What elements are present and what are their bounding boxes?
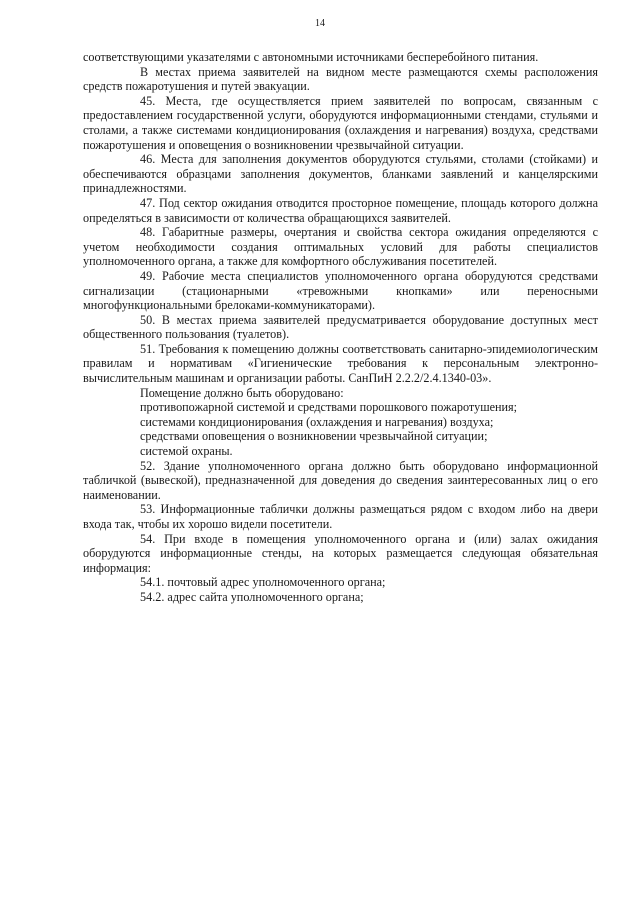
paragraph-53: 53. Информационные таблички должны размещаться рядом с входом либо на двери входа так, чтобы их хорошо видели посетители. xyxy=(83,502,598,531)
page-number: 14 xyxy=(315,18,325,29)
list-item-emergency-alert: средствами оповещения о возникновении чрезвычайной ситуации; xyxy=(140,429,488,444)
document-body xyxy=(83,50,598,605)
paragraph-48: 48. Габаритные размеры, очертания и свойства сектора ожидания определяются с учетом необходимости создания оптимальных условий для работы специалистов уполномоченного органа, а также для комфортного обслуживания посетителей. xyxy=(83,225,598,269)
paragraph-evacuation-schemes: В местах приема заявителей на видном месте размещаются схемы расположения средств пожаротушения и путей эвакуации. xyxy=(83,64,598,94)
paragraph-continuation: соответствующими указателями с автономными источниками бесперебойного питания. xyxy=(83,50,539,64)
paragraph-46: 46. Места для заполнения документов оборудуются стульями, столами (стойками) и обеспечиваются образцами заполнения документов, бланками заявлений и канцелярскими принадлежностями. xyxy=(83,152,598,196)
paragraph-51: 51. Требования к помещению должны соответствовать санитарно-эпидемиологическим правилам и нормативам «Гигиенические требования к персональным электронно-вычислительным машинам и организации работы. СанПиН 2.2.2/2.4.1340-03». xyxy=(83,341,598,386)
list-item-air-conditioning: системами кондиционирования (охлаждения и нагревания) воздуха; xyxy=(140,414,494,429)
list-item-54-1: 54.1. почтовый адрес уполномоченного органа; xyxy=(140,575,386,590)
paragraph-47: 47. Под сектор ожидания отводится просторное помещение, площадь которого должна определяться в зависимости от количества обращающихся заявителей. xyxy=(83,195,598,225)
paragraph-54: 54. При входе в помещения уполномоченного органа и (или) залах ожидания оборудуются информационные стенды, на которых размещается следующая обязательная информация: xyxy=(83,531,598,575)
paragraph-50: 50. В местах приема заявителей предусматривается оборудование доступных мест общественного пользования (туалетов). xyxy=(83,312,598,342)
paragraph-equipment-intro: Помещение должно быть оборудовано: xyxy=(140,385,344,400)
paragraph-49: 49. Рабочие места специалистов уполномоченного органа оборудуются средствами сигнализации (стационарными «тревожными кнопками» или переносными многофункциональными брелоками-коммуникаторами). xyxy=(83,268,598,313)
paragraph-52: 52. Здание уполномоченного органа должно быть оборудовано информационной табличкой (вывеской), предназначенной для доведения до сведения заинтересованных лиц о его наименовании. xyxy=(83,458,598,502)
list-item-fire-system: противопожарной системой и средствами порошкового пожаротушения; xyxy=(140,400,518,415)
list-item-54-2: 54.2. адрес сайта уполномоченного органа; xyxy=(140,589,364,604)
paragraph-45: 45. Места, где осуществляется прием заявителей по вопросам, связанным с предоставлением государственной услуги, оборудуются информационными стендами, стульями и столами, а также системами кондиционирования (охлаждения и нагревания) воздуха, средствами пожаротушения и оповещения о возникновении чрезвычайной ситуации. xyxy=(83,93,598,152)
list-item-security-system: системой охраны. xyxy=(140,444,233,459)
